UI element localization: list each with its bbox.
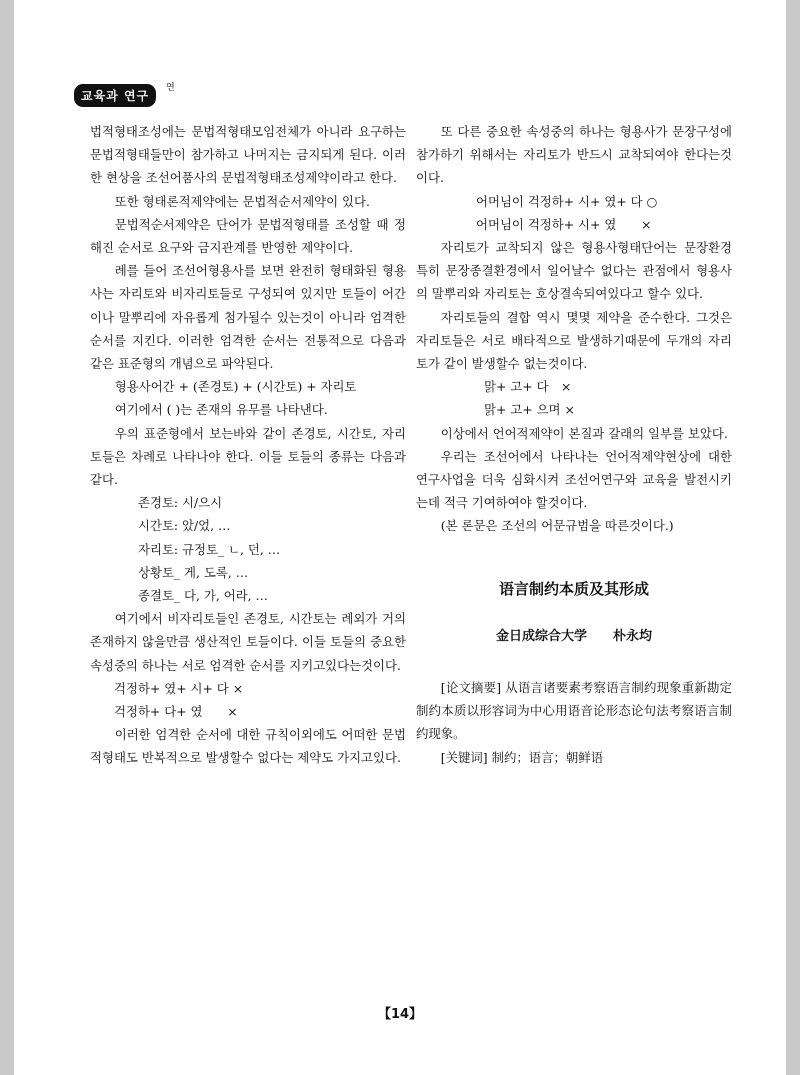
paragraph: 법적형태조성에는 문법적형태모임전체가 아니라 요구하는 문법적형태들만이 참가하고 나머지는 금지되게 된다. 이러한 현상을 조선어품사의 문법적형태조성제약이라고 한다. [90, 124, 406, 186]
paragraph: 례를 들어 조선어형용사를 보면 완전히 형태화된 형용사는 자리토와 비자리토들로 구성되여 있지만 토들이 어간이나 말뿌리에 자유롭게 첨가될수 있는것이 아니라 엄격한 순서를 지킨다. 이러한 엄격한 순서는 전통적으로 다음과 같은 표준형의 개념으로 파악된다. [90, 263, 406, 372]
summary-abstract [416, 676, 732, 746]
abstract-label: [论文摘要] [440, 680, 502, 696]
note: (본 론문은 조선의 어문규범을 따른것이다.) [440, 518, 674, 534]
formula: 형용사어간 + (존경토) + (시간토) + 자리토 [114, 379, 357, 395]
abstract-text: 从语言诸要素考察语言制约现象重新勘定制约本质以形容词为中心用语音论形态论句法考察语言制约现象。 [416, 680, 732, 742]
example: 맑+ 고+ 으며 × [484, 402, 575, 418]
summary-keywords [416, 746, 732, 769]
paragraph: 이러한 엄격한 순서에 대한 규칙이외에도 어떠한 문법적형태도 반복적으로 발생할수 없다는 제약도 가지고있다. [90, 727, 406, 766]
paragraph: 우의 표준형에서 보는바와 같이 존경토, 시간토, 자리토들은 차례로 나타나야 한다. 이들 토들의 종류는 다음과 같다. [90, 425, 406, 488]
section-mark: 연 [166, 83, 175, 93]
left-column [90, 120, 406, 770]
example: 걱정하+ 였+ 시+ 다 × [114, 680, 244, 696]
paragraph: 문법적순서제약은 단어가 문법적형태를 조성할 때 정해진 순서로 요구와 금지관계를 반영한 제약이다. [90, 216, 406, 256]
keywords-label: [关键词] [440, 749, 488, 765]
paragraph: 이상에서 언어적제약이 본질과 갈래의 일부를 보았다. [440, 425, 728, 441]
summary-author: 金日成综合大学 朴永均 [495, 628, 652, 644]
paragraph: 또 다른 중요한 속성중의 하나는 형용사가 문장구성에 참가하기 위해서는 자리토가 반드시 교착되여야 한다는것이다. [416, 124, 732, 186]
paragraph: 여기에서 비자리토들인 존경토, 시간토는 례외가 거의 존재하지 않을만큼 생산적인 토들이다. 이들 토들의 중요한 속성중의 하나는 서로 엄격한 순서를 지키고있다는것이다. [90, 611, 406, 673]
section-header [74, 83, 175, 106]
page-number: 【14】 [377, 1007, 423, 1022]
paragraph: 우리는 조선어에서 나타나는 언어적제약현상에 대한 연구사업을 더욱 심화시켜 조선어연구와 교육을 발전시키는데 적극 기여하여야 할것이다. [416, 448, 732, 511]
keywords-text: 制约；语言；朝鲜语 [491, 749, 604, 765]
list-item: 상황토_ 게, 도록, … [138, 564, 249, 580]
paragraph: 자리토들의 결합 역시 몇몇 제약을 준수한다. 그것은 자리토들은 서로 배타적으로 발생하기때문에 두개의 자리토가 같이 발생할수 없는것이다. [416, 309, 732, 372]
list-item: 시간토: 았/었, … [138, 518, 231, 534]
journal-page [14, 0, 786, 1075]
list-item: 자리토: 규정토_ ㄴ, 던, … [138, 541, 281, 557]
paragraph: 여기에서 ( )는 존재의 유무를 나타낸다. [114, 402, 328, 418]
right-column [416, 120, 732, 769]
list-item: 존경토: 시/으시 [138, 495, 223, 511]
section-badge: 교육과 연구 [74, 84, 156, 107]
list-item: 종결토_ 다, 가, 어라, … [138, 588, 268, 604]
example: 어머님이 걱정하+ 시+ 였 × [476, 216, 652, 232]
example: 맑+ 고+ 다 × [484, 379, 572, 395]
example: 어머님이 걱정하+ 시+ 였+ 다 ○ [476, 193, 658, 209]
paragraph: 자리토가 교착되지 않은 형용사형태단어는 문장환경 특히 문장종결환경에서 일어날수 없다는 관점에서 형용사의 말뿌리와 자리토는 호상결속되여있다고 할수 있다. [416, 240, 732, 302]
example: 걱정하+ 다+ 였 × [114, 704, 238, 720]
paragraph: 또한 형태론적제약에는 문법적순서제약이 있다. [114, 193, 370, 209]
summary-title: 语言制约本质及其形成 [498, 579, 649, 598]
